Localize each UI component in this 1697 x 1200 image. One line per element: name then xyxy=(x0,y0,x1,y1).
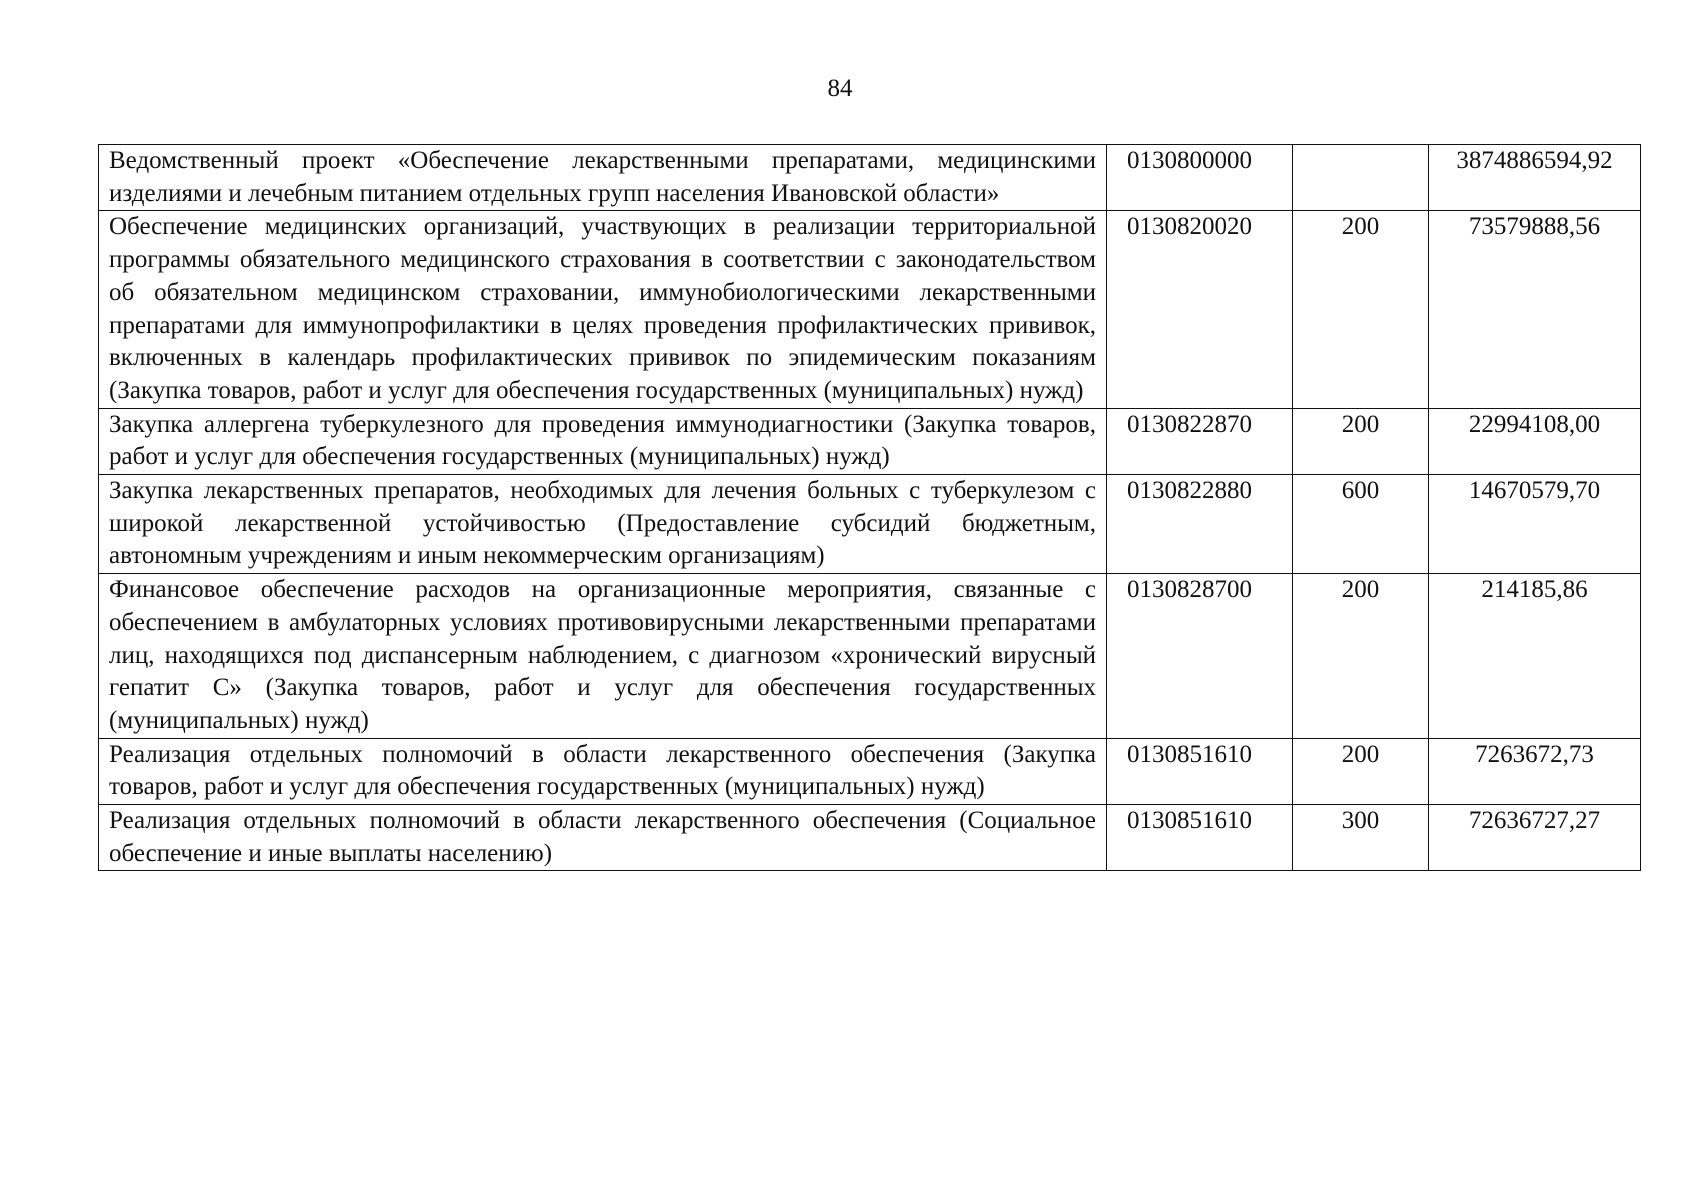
page-number: 84 xyxy=(827,75,853,102)
row-code-cell: 0130828700 xyxy=(1107,574,1293,739)
row-sum-cell: 7263672,73 xyxy=(1429,738,1641,804)
row-code-cell: 0130820020 xyxy=(1107,211,1293,408)
row-name-cell: Ведомственный проект «Обеспечение лекарственными препаратами, медицинскими изделиями и лечебным питанием отдельных групп населения Ивановской области» xyxy=(99,145,1107,211)
row-type-cell: 200 xyxy=(1293,574,1429,739)
row-code-cell: 0130822880 xyxy=(1107,475,1293,574)
row-name-cell: Обеспечение медицинских организаций, участвующих в реализации территориальной программы обязательного медицинского страхования в соответствии с законодательством об обязательном медицинском страховании, иммунобиологическими лекарственными препаратами для иммунопрофилактики в целях проведения профилактических прививок, включенных в календарь профилактических прививок по эпидемическим показаниям (Закупка товаров, работ и услуг для обеспечения государственных (муниципальных) нужд) xyxy=(99,211,1107,408)
table-row xyxy=(99,738,1641,804)
row-type-cell: 200 xyxy=(1293,408,1429,474)
row-code-cell: 0130851610 xyxy=(1107,738,1293,804)
table-row xyxy=(99,574,1641,739)
row-type-cell: 600 xyxy=(1293,475,1429,574)
row-sum-cell: 14670579,70 xyxy=(1429,475,1641,574)
row-type-cell: 200 xyxy=(1293,211,1429,408)
row-sum-cell: 3874886594,92 xyxy=(1429,145,1641,211)
row-sum-cell: 73579888,56 xyxy=(1429,211,1641,408)
row-name-cell: Закупка лекарственных препаратов, необходимых для лечения больных с туберкулезом с широкой лекарственной устойчивостью (Предоставление субсидий бюджетным, автономным учреждениям и иным некоммерческим организациям) xyxy=(99,475,1107,574)
row-type-cell: 300 xyxy=(1293,805,1429,871)
row-code-cell: 0130851610 xyxy=(1107,805,1293,871)
row-name-cell: Закупка аллергена туберкулезного для проведения иммунодиагностики (Закупка товаров, работ и услуг для обеспечения государственных (муниципальных) нужд) xyxy=(99,408,1107,474)
table-row xyxy=(99,475,1641,574)
row-name-cell: Реализация отдельных полномочий в области лекарственного обеспечения (Закупка товаров, работ и услуг для обеспечения государственных (муниципальных) нужд) xyxy=(99,738,1107,804)
row-code-cell: 0130822870 xyxy=(1107,408,1293,474)
row-sum-cell: 214185,86 xyxy=(1429,574,1641,739)
table-row xyxy=(99,408,1641,474)
row-sum-cell: 22994108,00 xyxy=(1429,408,1641,474)
table-row xyxy=(99,145,1641,211)
row-type-cell xyxy=(1293,145,1429,211)
row-name-cell: Реализация отдельных полномочий в области лекарственного обеспечения (Социальное обеспечение и иные выплаты населению) xyxy=(99,805,1107,871)
row-sum-cell: 72636727,27 xyxy=(1429,805,1641,871)
table-row xyxy=(99,805,1641,871)
row-name-cell: Финансовое обеспечение расходов на организационные мероприятия, связанные с обеспечением в амбулаторных условиях противовирусными лекарственными препаратами лиц, находящихся под диспансерным наблюдением, с диагнозом «хронический вирусный гепатит С» (Закупка товаров, работ и услуг для обеспечения государственных (муниципальных) нужд) xyxy=(99,574,1107,739)
budget-table xyxy=(98,144,1641,871)
row-code-cell: 0130800000 xyxy=(1107,145,1293,211)
row-type-cell: 200 xyxy=(1293,738,1429,804)
table-row xyxy=(99,211,1641,408)
